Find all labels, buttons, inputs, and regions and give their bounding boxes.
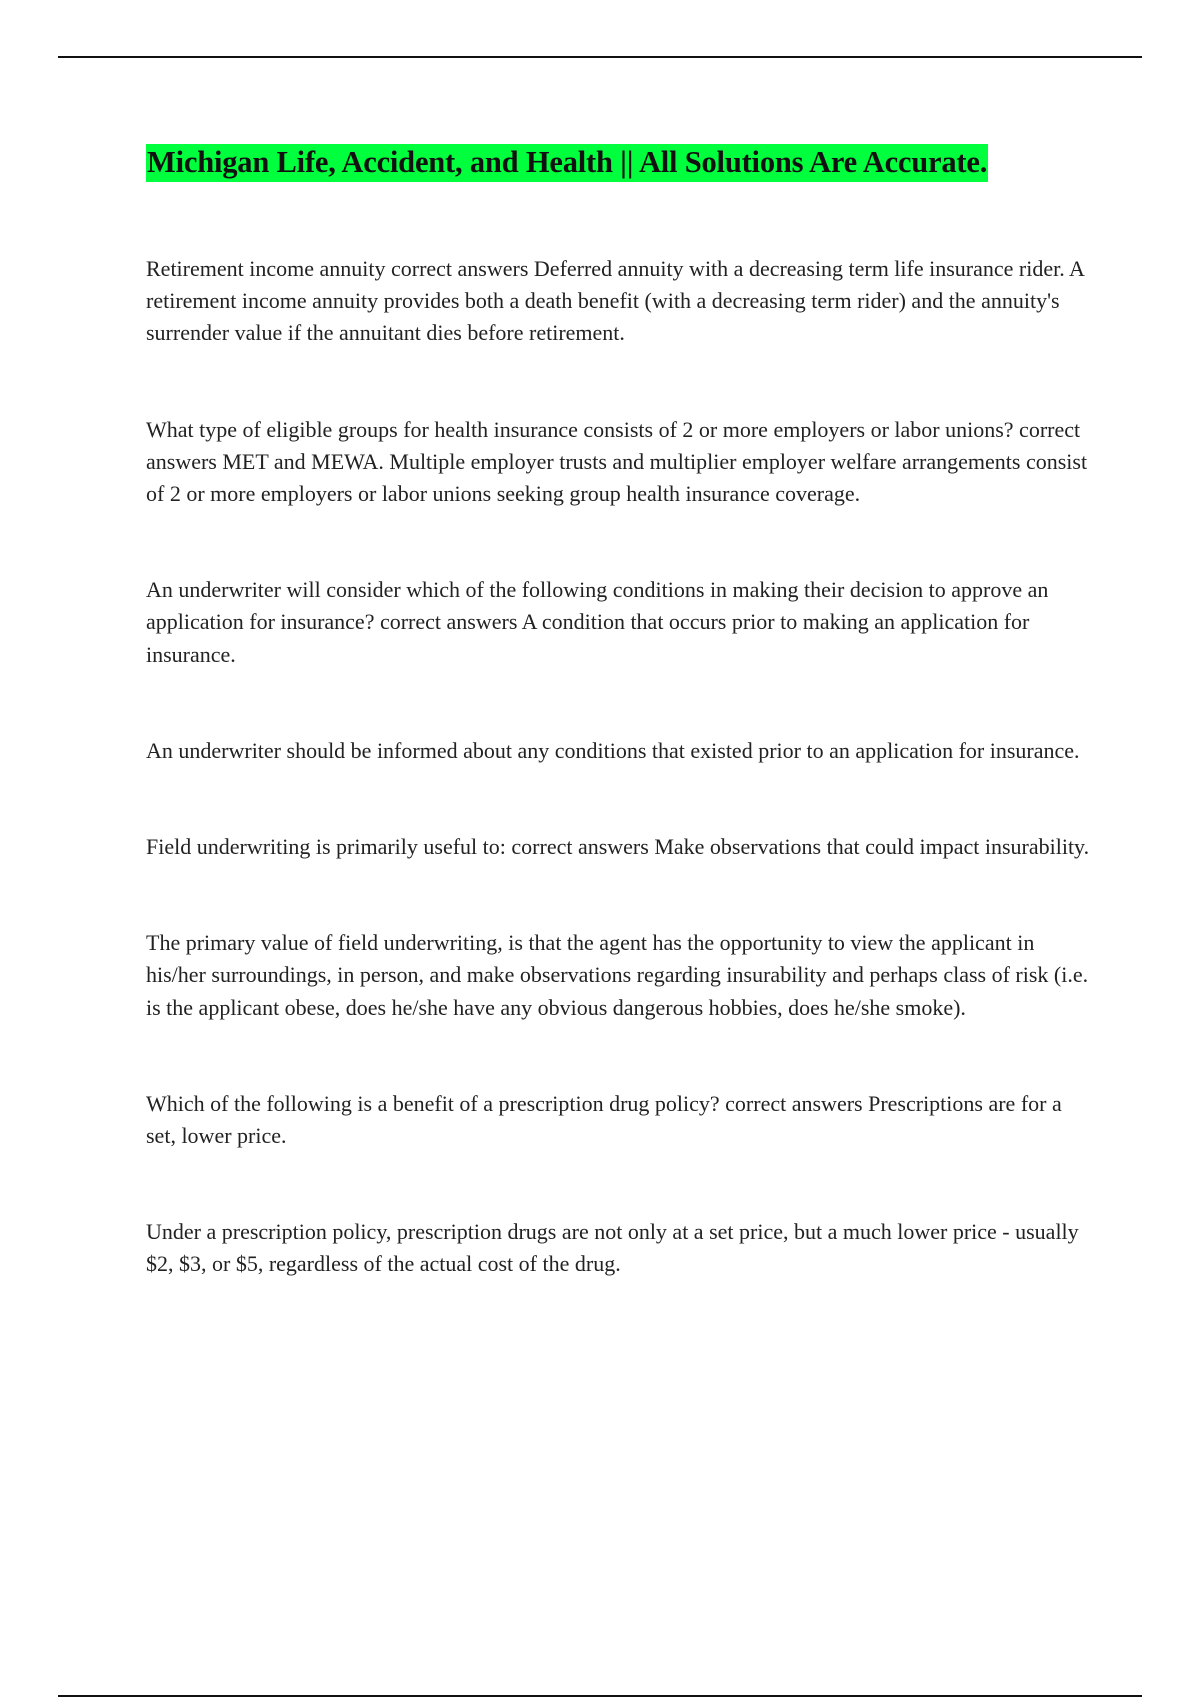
paragraph-underwriter-question: An underwriter will consider which of the following conditions in making their decision to approve an application for insurance? correct answers A condition that occurs prior to making an application for insurance. (146, 577, 1049, 667)
document-title (146, 143, 1096, 181)
paragraph-field-underwriting-explanation: The primary value of field underwriting, is that the agent has the opportunity to view the applicant in his/her surroundings, in person, and make observations regarding insurability and perhaps class of risk (i.e. is the applicant obese, does he/she have any obvious dangerous hobbies, does he/she smoke). (146, 930, 1089, 1020)
paragraph-prescription-explanation: Under a prescription policy, prescription drugs are not only at a set price, but a much lower price - usually $2, $3, or $5, regardless of the actual cost of the drug. (146, 1219, 1079, 1277)
title-highlight: Michigan Life, Accident, and Health || All Solutions Are Accurate. (146, 144, 988, 182)
footer-rule (58, 1695, 1142, 1697)
paragraph-underwriter-explanation: An underwriter should be informed about any conditions that existed prior to an application for insurance. (146, 737, 1080, 763)
paragraph-prescription-question: Which of the following is a benefit of a prescription drug policy? correct answers Prescriptions are for a set, lower price. (146, 1090, 1062, 1149)
document-body (146, 143, 1096, 1281)
header-rule (58, 56, 1142, 58)
paragraph-retirement-income-annuity: Retirement income annuity correct answers Deferred annuity with a decreasing term life insurance rider. A retirement income annuity provides both a death benefit (with a decreasing term rider) and the annuity's surrender value if the annuitant dies before retirement. (146, 256, 1084, 346)
paragraph-field-underwriting-question: Field underwriting is primarily useful to: correct answers Make observations that could impact insurability. (146, 834, 1090, 860)
paragraph-met-mewa: What type of eligible groups for health insurance consists of 2 or more employers or labor unions? correct answers MET and MEWA. Multiple employer trusts and multiplier employer welfare arrangements consist of 2 or more employers or labor unions seeking group health insurance coverage. (146, 416, 1088, 507)
